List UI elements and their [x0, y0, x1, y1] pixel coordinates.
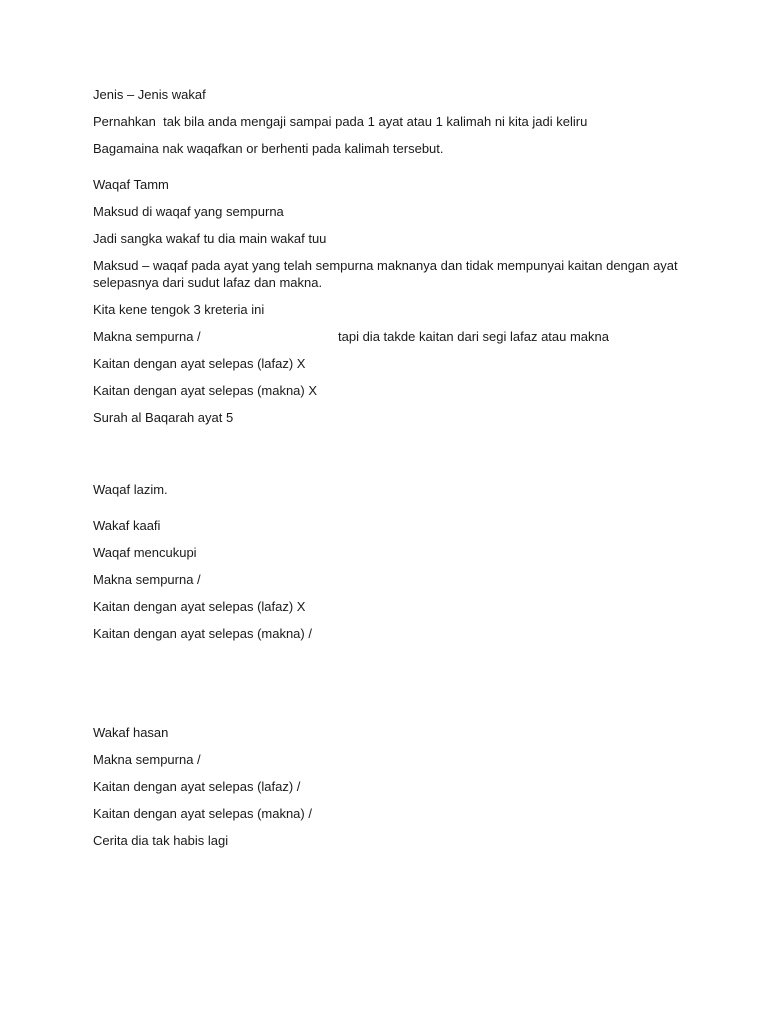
intro-line-2: Bagamaina nak waqafkan or berhenti pada kalimah tersebut.	[93, 141, 444, 156]
intro-line-1: Pernahkan tak bila anda mengaji sampai pada 1 ayat atau 1 kalimah ni kita jadi keliru	[93, 114, 588, 129]
criteria-note: tapi dia takde kaitan dari segi lafaz atau makna	[338, 329, 610, 344]
document-title: Jenis – Jenis wakaf	[93, 87, 206, 102]
criteria-line: Kaitan dengan ayat selepas (lafaz) /	[93, 779, 301, 794]
criteria-line: Kaitan dengan ayat selepas (makna) X	[93, 383, 318, 398]
section-heading-wakaf-kaafi: Wakaf kaafi	[93, 518, 161, 533]
reference-line: Surah al Baqarah ayat 5	[93, 410, 234, 425]
text-line: Cerita dia tak habis lagi	[93, 833, 229, 848]
criteria-label: Makna sempurna /	[93, 329, 201, 344]
criteria-line: Makna sempurna /	[93, 752, 201, 767]
text-line: Maksud di waqaf yang sempurna	[93, 204, 284, 219]
section-heading-wakaf-hasan: Wakaf hasan	[93, 725, 169, 740]
criteria-line: Kaitan dengan ayat selepas (makna) /	[93, 806, 312, 821]
criteria-line: Makna sempurna /	[93, 572, 201, 587]
definition-paragraph: Maksud – waqaf pada ayat yang telah sempurna maknanya dan tidak mempunyai kaitan dengan ayat selepasnya dari sudut lafaz dan makna.	[93, 258, 682, 290]
criteria-line: Kaitan dengan ayat selepas (lafaz) X	[93, 599, 306, 614]
section-heading-waqaf-lazim: Waqaf lazim.	[93, 482, 168, 497]
section-heading-waqaf-tamm: Waqaf Tamm	[93, 177, 169, 192]
text-line: Kita kene tengok 3 kreteria ini	[93, 302, 265, 317]
criteria-line: Kaitan dengan ayat selepas (makna) /	[93, 626, 312, 641]
text-line: Waqaf mencukupi	[93, 545, 197, 560]
document-body	[93, 86, 683, 859]
criteria-row	[93, 328, 683, 345]
text-line: Jadi sangka wakaf tu dia main wakaf tuu	[93, 231, 327, 246]
criteria-line: Kaitan dengan ayat selepas (lafaz) X	[93, 356, 306, 371]
